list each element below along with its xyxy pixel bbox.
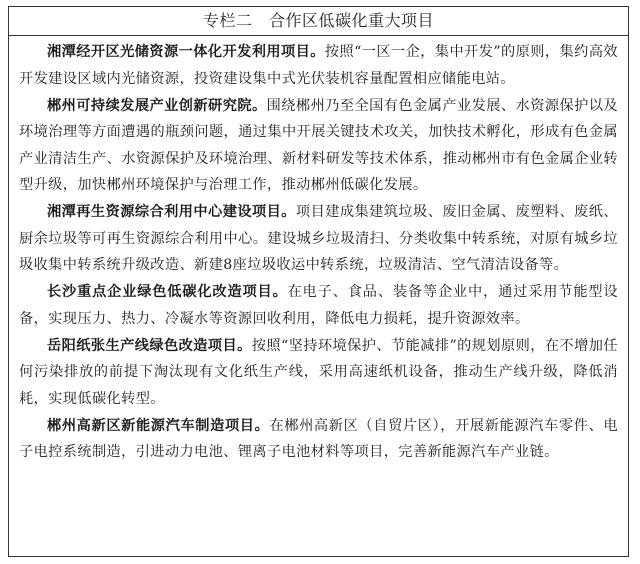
project-description: 项目建成集建筑垃圾、废旧金属、废塑料、废纸、厨余垃圾等可再生资源综合利用中心。建设城乡垃圾清扫、分类收集中转系统，对原有城乡垃圾收集中转系统升级改造、新建8座垃圾收运中转系统，垃圾清洁、空气清洁设备等。 — [19, 204, 618, 273]
project-name: 长沙重点企业绿色低碳化改造项目。 — [47, 284, 288, 300]
project-name: 湘潭经开区光储资源一体化开发利用项目。 — [47, 44, 325, 60]
project-name: 岳阳纸张生产线绿色改造项目。 — [47, 337, 252, 354]
project-paragraph-xiangtan-solar-storage — [19, 39, 618, 92]
project-description: 按照“一区一企，集中开发”的原则，集约高效开发建设区域内光储资源，投资建设集中式光伏装机容量配置相应储能电站。 — [19, 44, 618, 87]
project-description: 按照“坚持环境保护、节能减排”的规划原则，在不增加任何污染排放的前提下淘汰现有文化纸生产线，采用高速纸机设备，推动生产线升级，降低消耗，实现低碳化转型。 — [19, 337, 618, 407]
project-paragraph-chenzhou-nev-manufacturing — [19, 413, 618, 466]
project-paragraph-chenzhou-innovation-institute — [19, 93, 618, 199]
project-description: 围绕郴州乃至全国有色金属产业发展、水资源保护以及环境治理等方面遭遇的瓶颈问题，通过集中开展关键技术攻关，加快技术孵化，形成有色金属产业清洁生产、水资源保护及环境治理、新材料研发等技术体系，推动郴州市有色金属企业转型升级，加快郴州环境保护与治理工作，推动郴州低碳化发展。 — [19, 97, 618, 193]
project-paragraph-xiangtan-recycling-center — [19, 199, 618, 279]
project-paragraph-changsha-enterprise-retrofit — [19, 279, 618, 332]
project-paragraph-yueyang-paper-line — [19, 333, 618, 413]
column-content — [9, 36, 628, 466]
project-name: 郴州可持续发展产业创新研究院。 — [47, 97, 267, 114]
project-description: 在电子、食品、装备等企业中，通过采用节能型设备，实现压力、热力、冷凝水等资源回收利用，降低电力损耗，提升资源效率。 — [19, 284, 618, 327]
project-column-box — [8, 6, 629, 557]
project-name: 湘潭再生资源综合利用中心建设项目。 — [47, 204, 296, 220]
column-title: 专栏二 合作区低碳化重大项目 — [9, 7, 628, 36]
project-description: 在郴州高新区（自贸片区），开展新能源汽车零件、电子电控系统制造，引进动力电池、锂离子电池材料等项目，完善新能源汽车产业链。 — [19, 417, 618, 460]
project-name: 郴州高新区新能源汽车制造项目。 — [47, 417, 270, 434]
